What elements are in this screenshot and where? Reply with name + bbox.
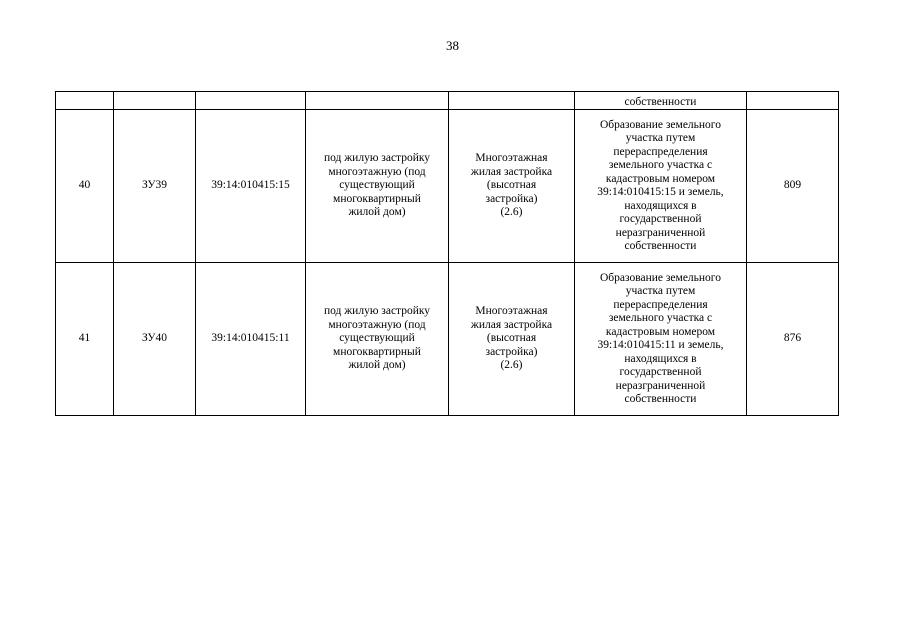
- permitted-use-cell: [449, 110, 575, 263]
- table-row: [56, 110, 839, 263]
- area-cell: 809: [747, 110, 839, 263]
- purpose-text: под жилую застройку многоэтажную (под существующий многоквартирный жилой дом): [323, 152, 431, 219]
- table-cell: собственности: [575, 92, 747, 110]
- row-number-cell: 41: [56, 263, 114, 416]
- plot-code-cell: ЗУ40: [114, 263, 196, 416]
- formation-method-cell: [575, 110, 747, 263]
- table-cell: [449, 92, 575, 110]
- formation-method-text: Образование земельного участка путем перераспределения земельного участка с кадастровым номером 39:14:010415:15 и земель, находящихся в государственной неразграниченной собственности: [597, 118, 724, 252]
- table-cell: [306, 92, 449, 110]
- permitted-use-cell: [449, 263, 575, 416]
- purpose-cell: [306, 263, 449, 416]
- formation-method-cell: [575, 263, 747, 416]
- table-cell: [114, 92, 196, 110]
- cadastral-number-cell: 39:14:010415:15: [196, 110, 306, 263]
- purpose-cell: [306, 110, 449, 263]
- plot-code-cell: ЗУ39: [114, 110, 196, 263]
- permitted-use-text: Многоэтажная жилая застройка (высотная застройка) (2.6): [470, 305, 553, 372]
- row-number-cell: 40: [56, 110, 114, 263]
- land-plots-table: [55, 91, 839, 416]
- table-cell: [747, 92, 839, 110]
- permitted-use-text: Многоэтажная жилая застройка (высотная застройка) (2.6): [470, 152, 553, 219]
- table-cell: [196, 92, 306, 110]
- continuation-row: [56, 92, 839, 110]
- table-row: [56, 263, 839, 416]
- purpose-text: под жилую застройку многоэтажную (под существующий многоквартирный жилой дом): [323, 305, 431, 372]
- cadastral-number-cell: 39:14:010415:11: [196, 263, 306, 416]
- page-number: 38: [446, 38, 459, 53]
- table-cell: [56, 92, 114, 110]
- area-cell: 876: [747, 263, 839, 416]
- formation-method-text: Образование земельного участка путем перераспределения земельного участка с кадастровым номером 39:14:010415:11 и земель, находящихся в государственной неразграниченной собственности: [597, 271, 724, 405]
